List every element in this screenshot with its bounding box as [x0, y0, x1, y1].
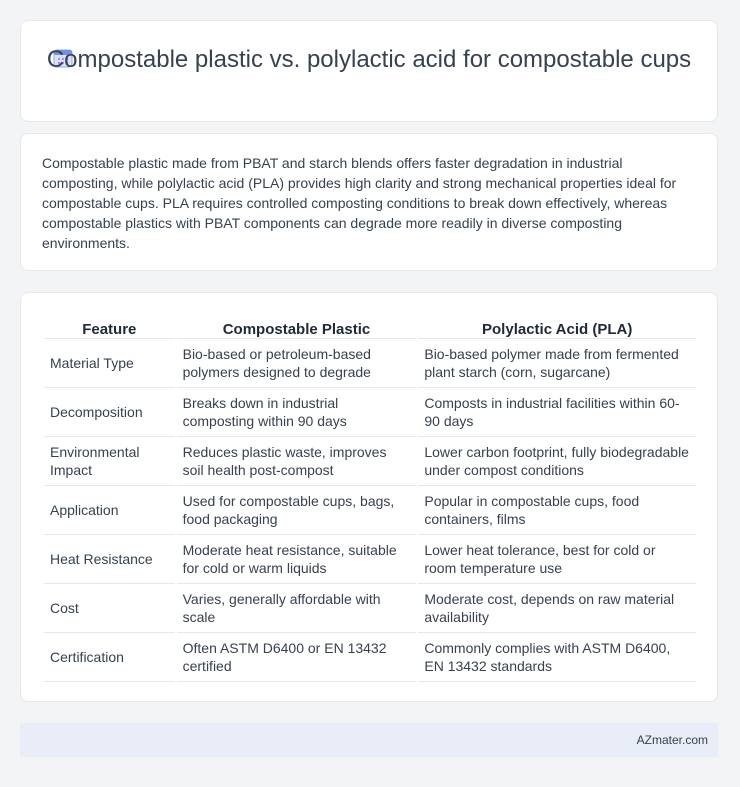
feature-cell: Decomposition: [44, 387, 175, 436]
feature-cell: Certification: [44, 632, 175, 682]
footer-bar: [20, 723, 718, 757]
comparison-table-card: [20, 292, 718, 702]
pla-cell: Lower heat tolerance, best for cold or room temperature use: [418, 534, 696, 583]
pla-cell: Bio-based polymer made from fermented plant starch (corn, sugarcane): [418, 338, 696, 387]
summary-text: Compostable plastic made from PBAT and starch blends offers faster degradation in industrial composting, while polylactic acid (PLA) provides high clarity and strong mechanical properties ideal for compostable cups. PLA requires controlled composting conditions to break down effectively, whereas compostable plastics with PBAT components can degrade more readily in diverse composting environments.: [42, 155, 677, 251]
compostable-plastic-cell: Bio-based or petroleum-based polymers designed to degrade: [177, 338, 417, 387]
table-row: [44, 583, 696, 632]
pla-cell: Commonly complies with ASTM D6400, EN 13432 standards: [418, 632, 696, 682]
pla-cell: Composts in industrial facilities within 60-90 days: [418, 387, 696, 436]
table-row: [44, 485, 696, 534]
feature-cell: Application: [44, 485, 175, 534]
pla-cell: Popular in compostable cups, food containers, films: [418, 485, 696, 534]
pla-cell: Moderate cost, depends on raw material availability: [418, 583, 696, 632]
compostable-plastic-cell: Breaks down in industrial composting within 90 days: [177, 387, 417, 436]
table-row: [44, 338, 696, 387]
table-row: [44, 387, 696, 436]
feature-cell: Material Type: [44, 338, 175, 387]
pla-cell: Lower carbon footprint, fully biodegradable under compost conditions: [418, 436, 696, 485]
column-header-pla: Polylactic Acid (PLA): [482, 321, 633, 338]
comparison-table: [42, 314, 698, 682]
compostable-plastic-cell: Used for compostable cups, bags, food packaging: [177, 485, 417, 534]
compostable-plastic-cell: Varies, generally affordable with scale: [177, 583, 417, 632]
compostable-plastic-cell: Often ASTM D6400 or EN 13432 certified: [177, 632, 417, 682]
column-header-feature: Feature: [82, 321, 137, 338]
table-header-row: [44, 314, 696, 338]
column-header-compostable-plastic: Compostable Plastic: [222, 321, 371, 338]
header-card: [20, 20, 718, 122]
compostable-plastic-cell: Reduces plastic waste, improves soil health post-compost: [177, 436, 417, 485]
feature-cell: Cost: [44, 583, 175, 632]
table-row: [44, 632, 696, 682]
footer-source: AZmater.com: [636, 733, 708, 747]
compostable-plastic-cell: Moderate heat resistance, suitable for cold or warm liquids: [177, 534, 417, 583]
page-title: Compostable plastic vs. polylactic acid for compostable cups: [46, 46, 692, 73]
summary-card: [20, 133, 718, 271]
feature-cell: Environmental Impact: [44, 436, 175, 485]
table-row: [44, 534, 696, 583]
feature-cell: Heat Resistance: [44, 534, 175, 583]
table-row: [44, 436, 696, 485]
